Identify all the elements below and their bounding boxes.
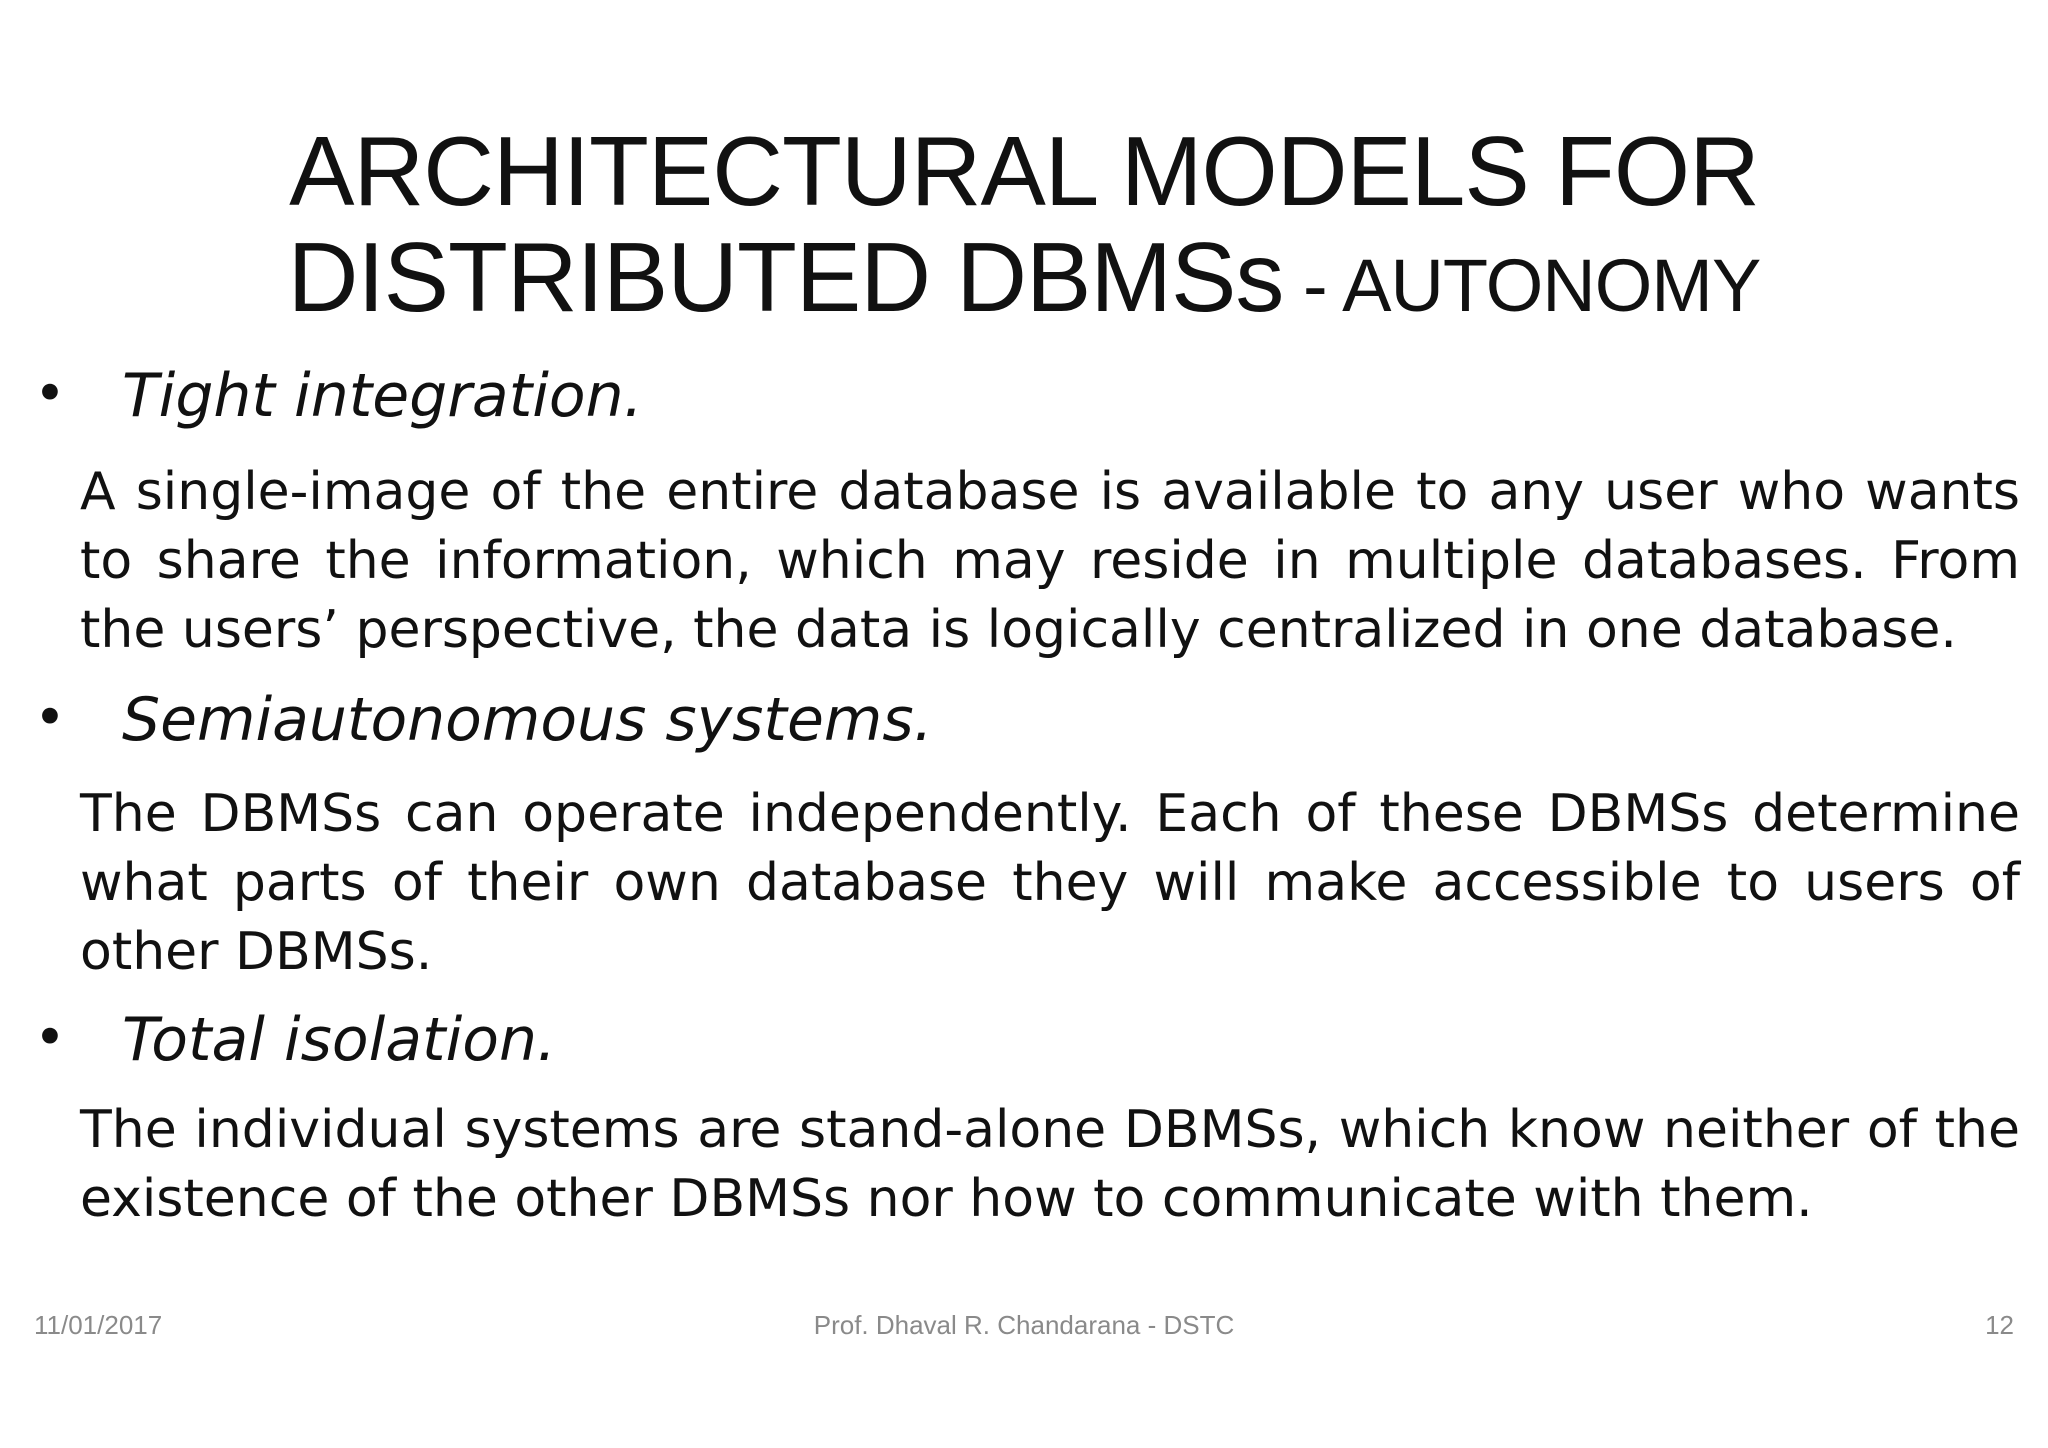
bullet-icon: • [34, 1006, 66, 1069]
bullet-icon: • [34, 686, 66, 749]
title-line-2-sub: - AUTONOMY [1283, 244, 1761, 327]
slide-title [0, 118, 2048, 339]
section-text-total-isolation: The individual systems are stand-alone DBMSs, which know neither of the existence of the other DBMSs nor how to communicate with them. [80, 1100, 2020, 1229]
section-heading-total-isolation: Total isolation. [122, 1005, 557, 1075]
section-heading-semiautonomous: Semiautonomous systems. [122, 685, 933, 755]
title-line-1: ARCHITECTURAL MODELS FOR [289, 116, 1759, 226]
footer-date: 11/01/2017 [34, 1310, 163, 1340]
footer-page-number: 12 [1985, 1310, 2014, 1340]
section-text-tight-integration: A single-image of the entire database is available to any user who wants to share the information, which may reside in multiple databases. From the users’ perspective, the data is logically centralized in one database. [80, 462, 2020, 660]
section-text-semiautonomous: The DBMSs can operate independently. Each of these DBMSs determine what parts of their own database they will make accessible to users of other DBMSs. [80, 784, 2020, 982]
footer-author: Prof. Dhaval R. Chandarana - DSTC [813, 1310, 1235, 1340]
title-line-2-main: DISTRIBUTED DBMSs [287, 222, 1284, 332]
section-heading-tight-integration: Tight integration. [122, 361, 643, 431]
bullet-icon: • [34, 362, 66, 425]
